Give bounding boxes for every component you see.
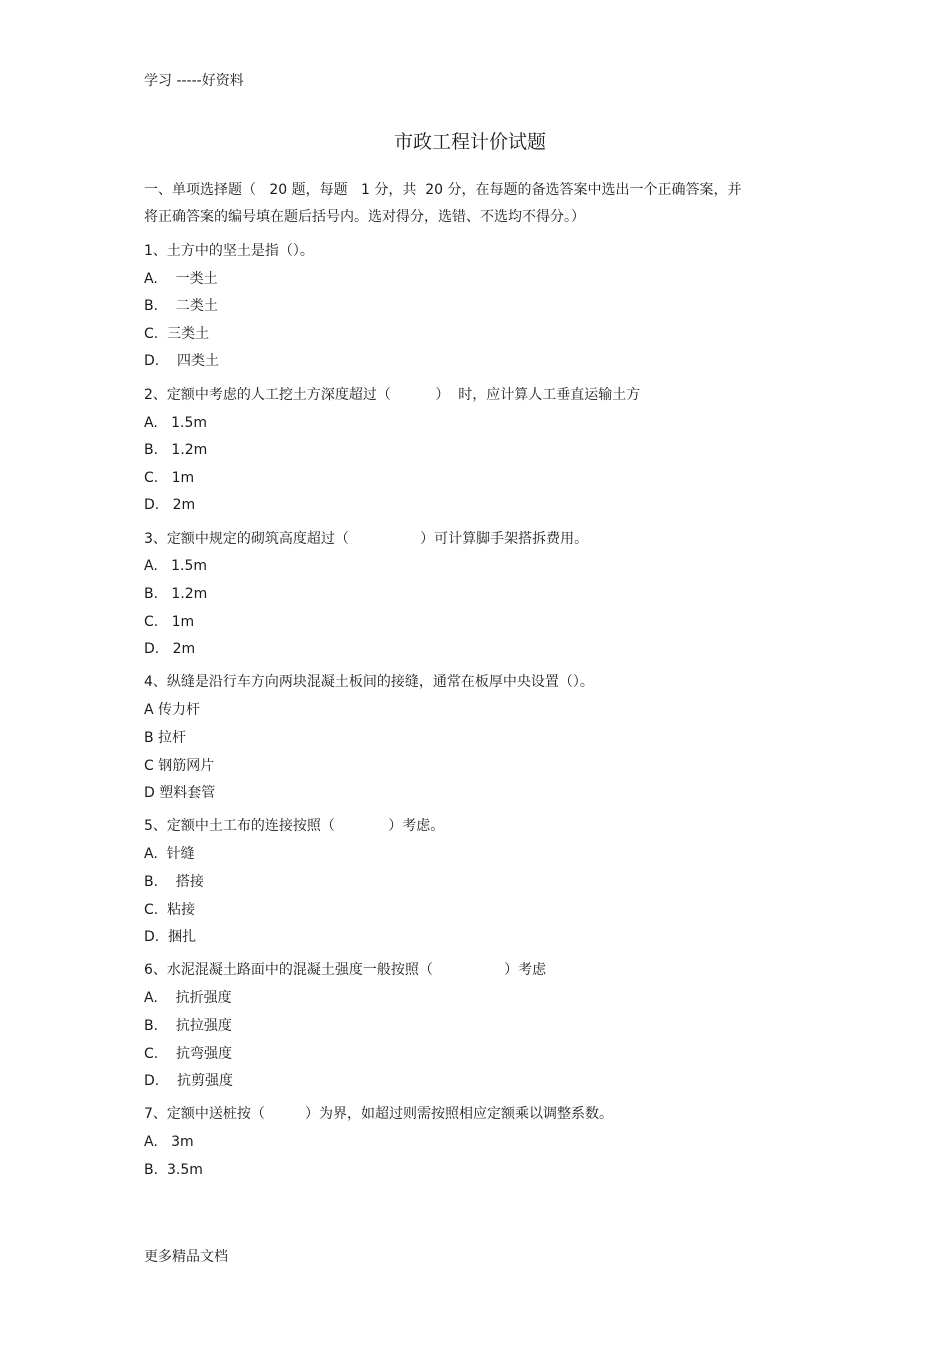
answer-option: C. 三类土 bbox=[144, 326, 210, 342]
answer-option: D. 四类土 bbox=[144, 353, 220, 369]
section-intro-line-1: 一、单项选择题（ 20 题，每题 1 分，共 20 分，在每题的备选答案中选出一个正确答案，并 bbox=[144, 182, 742, 198]
answer-option: C. 1m bbox=[144, 470, 195, 486]
section-intro-line-2: 将正确答案的编号填在题后括号内。选对得分，选错、不选均不得分。） bbox=[144, 209, 585, 225]
question-stem: 1、土方中的坚土是指（）。 bbox=[144, 243, 314, 259]
answer-option: B. 3.5m bbox=[144, 1162, 203, 1178]
page-footer: 更多精品文档 bbox=[144, 1249, 228, 1265]
answer-option: A. 3m bbox=[144, 1134, 194, 1150]
answer-option: D. 抗剪强度 bbox=[144, 1073, 234, 1089]
question-stem: 3、定额中规定的砌筑高度超过（ ）可计算脚手架搭拆费用。 bbox=[144, 531, 589, 547]
answer-option: B. 二类土 bbox=[144, 298, 218, 314]
document-title: 市政工程计价试题 bbox=[393, 131, 546, 153]
answer-option: B. 1.2m bbox=[144, 586, 208, 602]
answer-option: A. 抗折强度 bbox=[144, 990, 232, 1006]
answer-option: A 传力杆 bbox=[144, 702, 201, 718]
answer-option: A. 1.5m bbox=[144, 415, 208, 431]
answer-option: B. 抗拉强度 bbox=[144, 1018, 232, 1034]
question-stem: 5、定额中土工布的连接按照（ ）考虑。 bbox=[144, 818, 445, 834]
question-stem: 2、定额中考虑的人工挖土方深度超过（ ） 时，应计算人工垂直运输土方 bbox=[144, 387, 641, 403]
answer-option: C. 抗弯强度 bbox=[144, 1046, 233, 1062]
answer-option: C 钢筋网片 bbox=[144, 758, 215, 774]
question-stem: 4、纵缝是沿行车方向两块混凝土板间的接缝，通常在板厚中央设置（）。 bbox=[144, 674, 594, 690]
question-stem: 6、水泥混凝土路面中的混凝土强度一般按照（ ）考虑 bbox=[144, 962, 547, 978]
answer-option: D. 2m bbox=[144, 497, 196, 513]
answer-option: A. 1.5m bbox=[144, 558, 208, 574]
answer-option: B 拉杆 bbox=[144, 730, 187, 746]
question-stem: 7、定额中送桩按（ ）为界，如超过则需按照相应定额乘以调整系数。 bbox=[144, 1106, 613, 1122]
page-header: 学习 -----好资料 bbox=[144, 73, 244, 89]
answer-option: C. 1m bbox=[144, 614, 195, 630]
answer-option: A. 一类土 bbox=[144, 271, 218, 287]
answer-option: D. 2m bbox=[144, 641, 196, 657]
answer-option: C. 粘接 bbox=[144, 902, 196, 918]
answer-option: A. 针缝 bbox=[144, 846, 195, 862]
answer-option: D. 捆扎 bbox=[144, 929, 197, 945]
answer-option: D 塑料套管 bbox=[144, 785, 216, 801]
answer-option: B. 搭接 bbox=[144, 874, 204, 890]
answer-option: B. 1.2m bbox=[144, 442, 208, 458]
